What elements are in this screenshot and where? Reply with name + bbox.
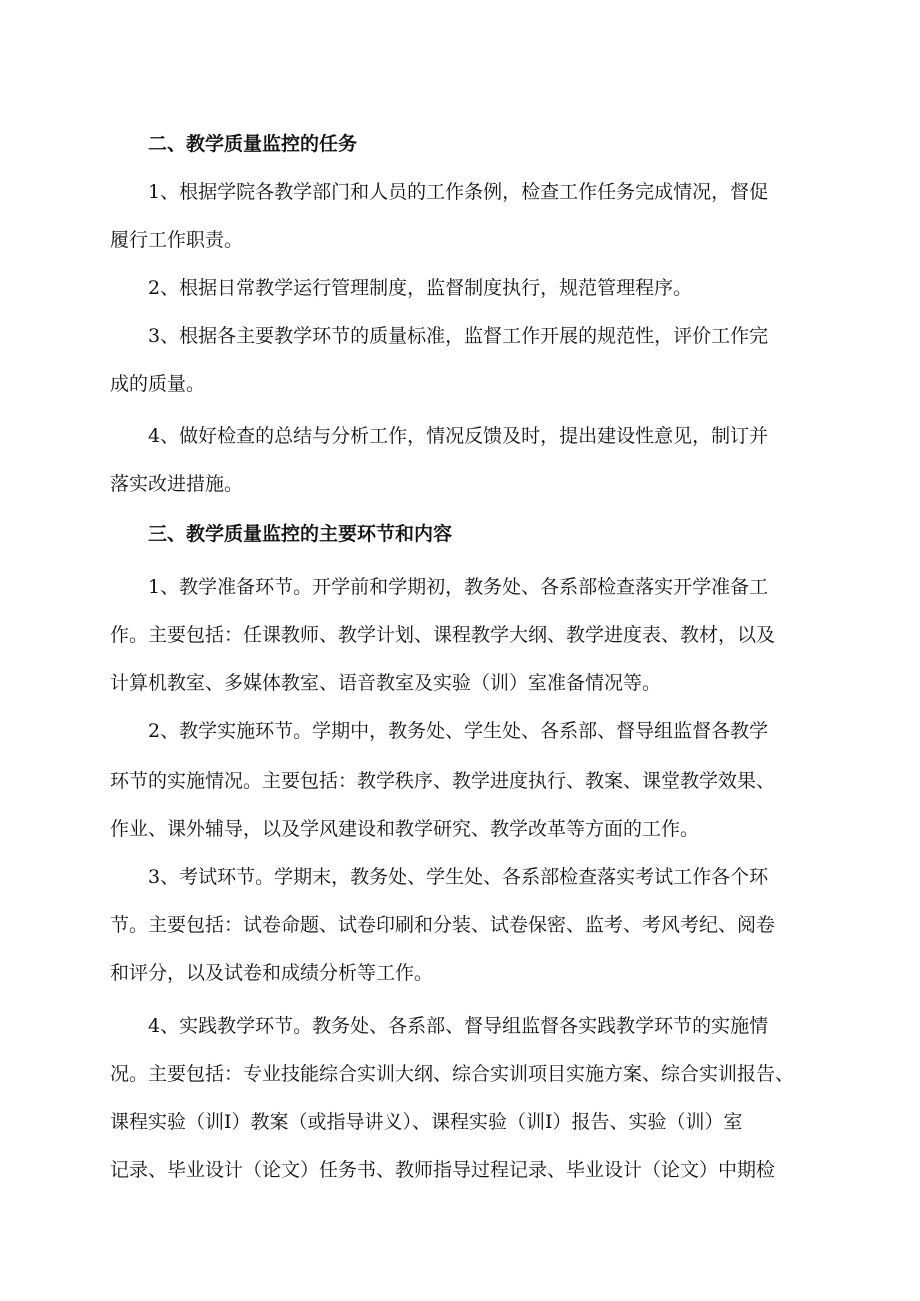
paragraph-line: 3、根据各主要教学环节的质量标准，监督工作开展的规范性，评价工作完 xyxy=(148,325,769,347)
paragraph-line: 履行工作职责。 xyxy=(110,229,244,251)
paragraph-line: 作业、课外辅导，以及学风建设和教学研究、教学改革等方面的工作。 xyxy=(110,818,700,840)
paragraph-line: 成的质量。 xyxy=(110,373,206,395)
paragraph-line: 况。主要包括：专业技能综合实训大纲、综合实训项目实施方案、综合实训报告、 xyxy=(110,1063,795,1085)
paragraph-line: 作。主要包括：任课教师、教学计划、课程教学大纲、教学进度表、教材，以及 xyxy=(110,624,776,646)
paragraph-line: 3、考试环节。学期末，教务处、学生处、各系部检查落实考试工作各个环 xyxy=(148,866,769,888)
paragraph-line: 2、根据日常教学运行管理制度，监督制度执行，规范管理程序。 xyxy=(148,277,693,299)
section-heading-key-links: 三、教学质量监控的主要环节和内容 xyxy=(148,523,453,545)
paragraph-line: 2、教学实施环节。学期中，教务处、学生处、各系部、督导组监督各教学 xyxy=(148,720,769,742)
paragraph-line: 1、教学准备环节。开学前和学期初，教务处、各系部检查落实开学准备工 xyxy=(148,576,769,598)
paragraph-line: 课程实验（训Ⅰ）教案（或指导讲义）、课程实验（训Ⅰ）报告、实验（训）室 xyxy=(110,1111,743,1133)
paragraph-line: 和评分，以及试卷和成绩分析等工作。 xyxy=(110,962,434,984)
paragraph-line: 记录、毕业设计（论文）任务书、教师指导过程记录、毕业设计（论文）中期检 xyxy=(110,1159,776,1181)
paragraph-line: 4、实践教学环节。教务处、各系部、督导组监督各实践教学环节的实施情 xyxy=(148,1015,769,1037)
section-heading-tasks: 二、教学质量监控的任务 xyxy=(148,133,358,155)
paragraph-line: 节。主要包括：试卷命题、试卷印刷和分装、试卷保密、监考、考风考纪、阅卷 xyxy=(110,914,776,936)
paragraph-line: 落实改进措施。 xyxy=(110,473,244,495)
paragraph-line: 计算机教室、多媒体教室、语音教室及实验（训）室准备情况等。 xyxy=(110,672,662,694)
paragraph-line: 1、根据学院各教学部门和人员的工作条例，检查工作任务完成情况，督促 xyxy=(148,181,769,203)
paragraph-line: 4、做好检查的总结与分析工作，情况反馈及时，提出建设性意见，制订并 xyxy=(148,425,769,447)
paragraph-line: 环节的实施情况。主要包括：教学秩序、教学进度执行、教案、课堂教学效果、 xyxy=(110,770,776,792)
